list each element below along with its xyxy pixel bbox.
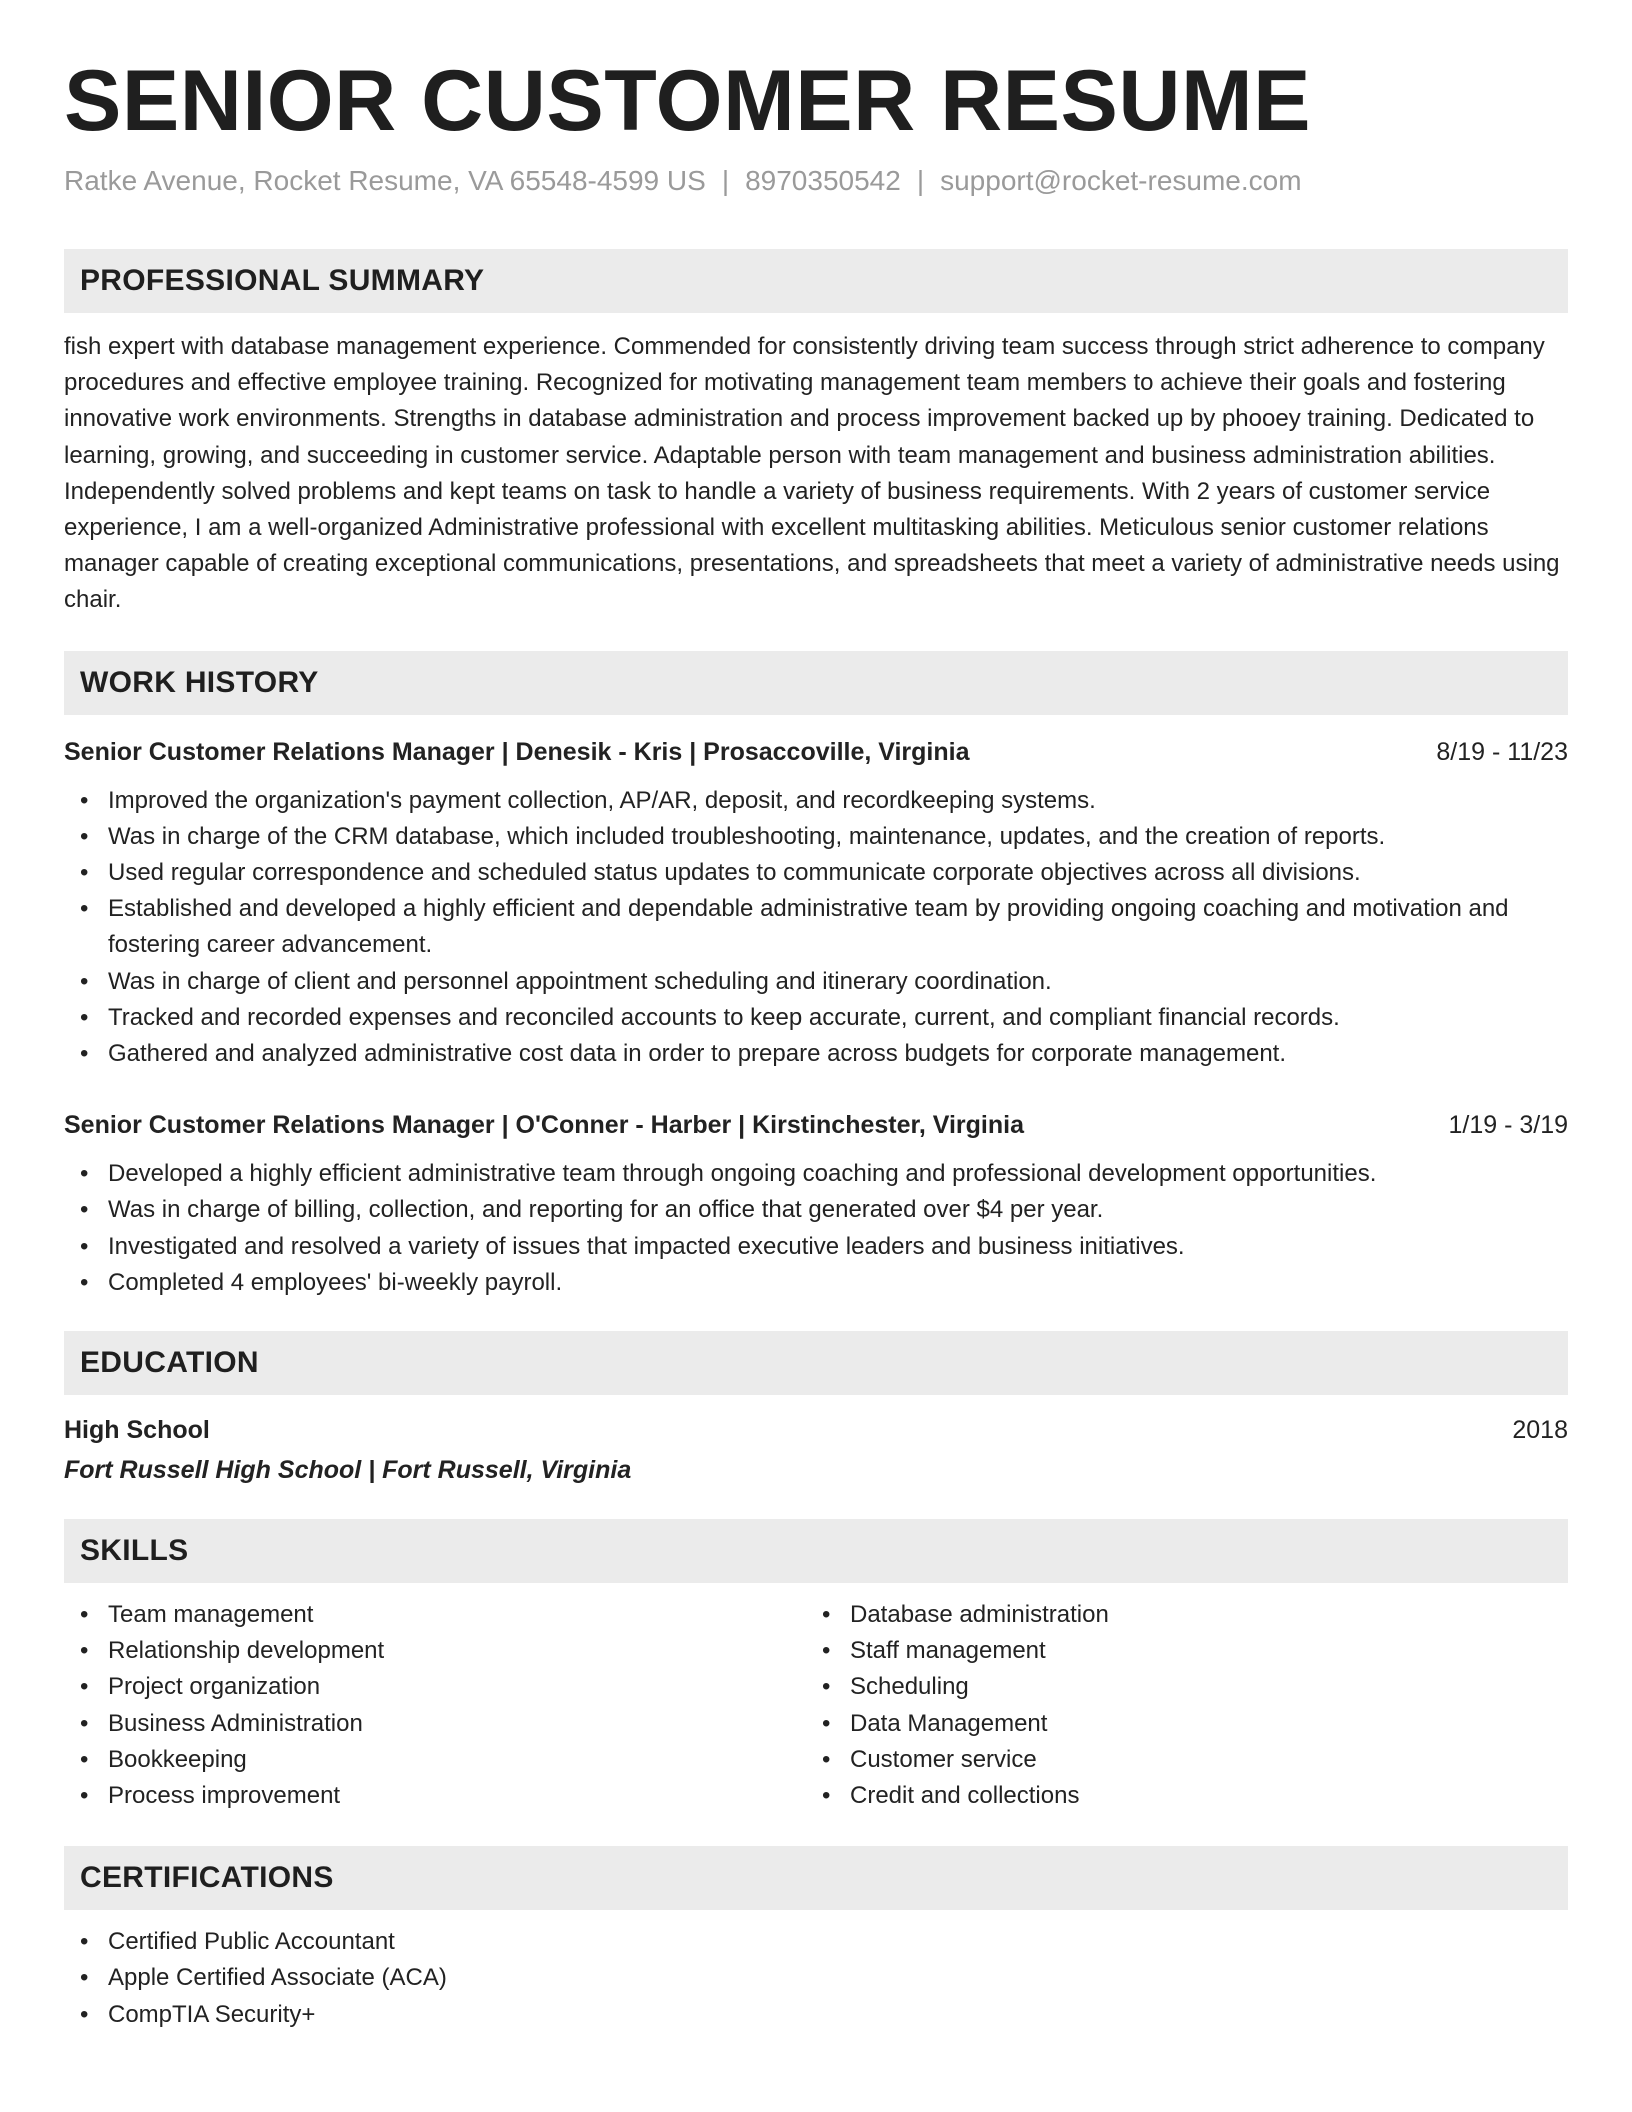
education-heading — [64, 1413, 1568, 1447]
certifications-list — [64, 1924, 1568, 2033]
skill-item: • Relationship development — [108, 1633, 806, 1669]
job-dates: 8/19 - 11/23 — [1436, 737, 1568, 766]
skill-item: • Business Administration — [108, 1706, 806, 1742]
job-bullets — [64, 1156, 1568, 1301]
contact-phone: 8970350542 — [745, 164, 901, 196]
resume-page — [64, 0, 1568, 2033]
contact-separator: | — [916, 164, 925, 196]
job-bullet: • Was in charge of the CRM database, which included troubleshooting, maintenance, updates, and the creation of reports. — [108, 819, 1568, 855]
job-heading — [64, 735, 1568, 769]
section-header-work: WORK HISTORY — [64, 651, 1568, 715]
education-year: 2018 — [1512, 1415, 1568, 1444]
skills-bullets — [806, 1597, 1548, 1814]
job-entry — [64, 1108, 1568, 1301]
certification-item: • CompTIA Security+ — [108, 1997, 1568, 2033]
certification-item: • Certified Public Accountant — [108, 1924, 1568, 1960]
certification-item: • Apple Certified Associate (ACA) — [108, 1960, 1568, 1996]
job-bullet: • Investigated and resolved a variety of issues that impacted executive leaders and business initiatives. — [108, 1229, 1568, 1265]
skill-item: • Database administration — [850, 1597, 1548, 1633]
skills-bullets — [64, 1597, 806, 1814]
section-header-education: EDUCATION — [64, 1331, 1568, 1395]
job-bullet: • Gathered and analyzed administrative cost data in order to prepare across budgets for corporate management. — [108, 1036, 1568, 1072]
job-bullet: • Tracked and recorded expenses and reconciled accounts to keep accurate, current, and compliant financial records. — [108, 1000, 1568, 1036]
contact-address: Ratke Avenue, Rocket Resume, VA 65548-4599 US — [64, 164, 706, 196]
skill-item: • Data Management — [850, 1706, 1548, 1742]
resume-title: SENIOR CUSTOMER RESUME — [64, 53, 1311, 149]
job-heading — [64, 1108, 1568, 1142]
contact-line — [64, 165, 1568, 197]
skill-item: • Credit and collections — [850, 1778, 1548, 1814]
skill-item: • Team management — [108, 1597, 806, 1633]
job-bullet: • Developed a highly efficient administrative team through ongoing coaching and professional development opportunities. — [108, 1156, 1568, 1192]
skills-list — [64, 1597, 1568, 1814]
job-bullets — [64, 783, 1568, 1073]
skill-item: • Customer service — [850, 1742, 1548, 1778]
job-title: Senior Customer Relations Manager | O'Conner - Harber | Kirstinchester, Virginia — [64, 1111, 1024, 1140]
job-bullet: • Improved the organization's payment collection, AP/AR, deposit, and recordkeeping systems. — [108, 783, 1568, 819]
job-bullet: • Used regular correspondence and scheduled status updates to communicate corporate objectives across all divisions. — [108, 855, 1568, 891]
job-dates: 1/19 - 3/19 — [1448, 1111, 1568, 1140]
contact-email: support@rocket-resume.com — [940, 164, 1302, 196]
job-bullet: • Was in charge of client and personnel appointment scheduling and itinerary coordination. — [108, 964, 1568, 1000]
education-degree: High School — [64, 1415, 210, 1444]
job-bullet: • Completed 4 employees' bi-weekly payroll. — [108, 1265, 1568, 1301]
skill-item: • Scheduling — [850, 1669, 1548, 1705]
job-entry — [64, 735, 1568, 1073]
section-header-certifications: CERTIFICATIONS — [64, 1846, 1568, 1910]
job-title: Senior Customer Relations Manager | Denesik - Kris | Prosaccoville, Virginia — [64, 737, 970, 766]
skills-column-left — [64, 1597, 806, 1814]
contact-separator: | — [721, 164, 730, 196]
summary-text: fish expert with database management experience. Commended for consistently driving team success through strict adherence to company procedures and effective employee training. Recognized for motivating management team members to achieve their goals and fostering innovative work environments. Strengths in database administration and process improvement backed up by phooey training. Dedicated to learning, growing, and succeeding in customer service. Adaptable person with team management and business administration abilities. Independently solved problems and kept teams on task to handle a variety of business requirements. With 2 years of customer service experience, I am a well-organized Administrative professional with excellent multitasking abilities. Meticulous senior customer relations manager capable of creating exceptional communications, presentations, and spreadsheets that meet a variety of administrative needs using chair. — [64, 332, 1560, 614]
section-header-skills: SKILLS — [64, 1519, 1568, 1583]
skills-column-right — [806, 1597, 1548, 1814]
education-school: Fort Russell High School | Fort Russell, Virginia — [64, 1455, 632, 1484]
skill-item: • Process improvement — [108, 1778, 806, 1814]
job-bullet: • Established and developed a highly efficient and dependable administrative team by providing ongoing coaching and motivation and fostering career advancement. — [108, 891, 1568, 963]
section-header-summary: PROFESSIONAL SUMMARY — [64, 249, 1568, 313]
job-bullet: • Was in charge of billing, collection, and reporting for an office that generated over $4 per year. — [108, 1192, 1568, 1228]
skill-item: • Project organization — [108, 1669, 806, 1705]
skill-item: • Bookkeeping — [108, 1742, 806, 1778]
skill-item: • Staff management — [850, 1633, 1548, 1669]
